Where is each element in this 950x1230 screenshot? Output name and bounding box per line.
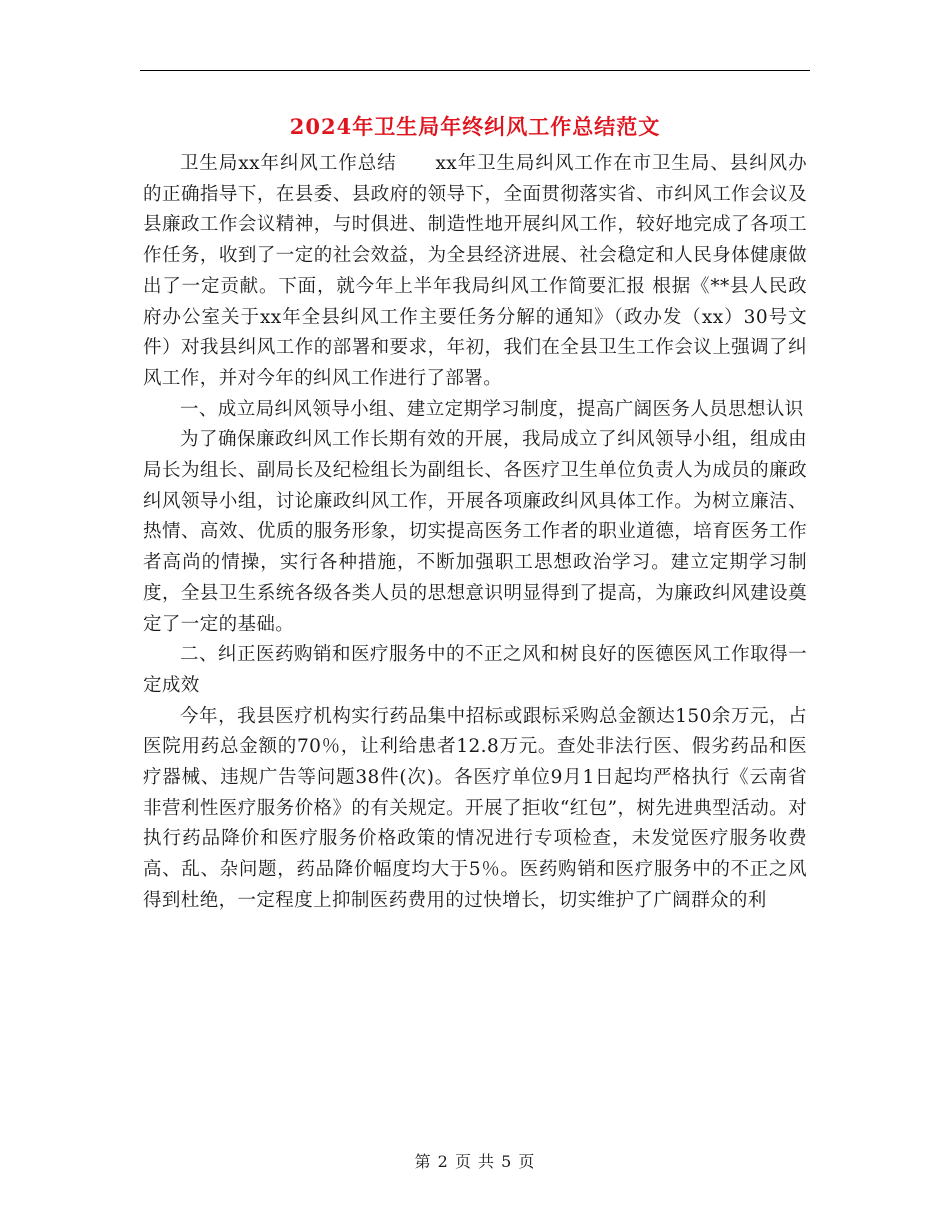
header-rule (140, 70, 810, 71)
paragraph-section-2: 今年，我县医疗机构实行药品集中招标或跟标采购总金额达150余万元，占医院用药总金额的70％，让利给患者12.8万元。查处非法行医、假劣药品和医疗器械、违规广告等问题38件(次)。各医疗单位9月1日起均严格执行《云南省非营利性医疗服务价格》的有关规定。开展了拒收“红包”，树先进典型活动。对执行药品降价和医疗服务价格政策的情况进行专项检查，未发觉医疗服务收费高、乱、杂问题，药品降价幅度均大于5％。医药购销和医疗服务中的不正之风得到杜绝，一定程度上抑制医药费用的过快增长，切实维护了广阔群众的利 (143, 705, 807, 911)
page-number: 第 2 页 共 5 页 (414, 1152, 536, 1171)
paragraph-intro: 卫生局xx年纠风工作总结 xx年卫生局纠风工作在市卫生局、县纠风办的正确指导下，在县委、县政府的领导下，全面贯彻落实省、市纠风工作会议及县廉政工作会议精神，与时俱进、制造性地开展纠风工作，较好地完成了各项工作任务，收到了一定的社会效益，为全县经济进展、社会稳定和人民身体健康做出了一定贡献。下面，就今年上半年我局纠风工作简要汇报 根据《**县人民政府办公室关于xx年全县纠风工作主要任务分解的通知》（政办发（xx）30号文件）对我县纠风工作的部署和要求，年初，我们在全县卫生工作会议上强调了纠风工作，并对今年的纠风工作进行了部署。 (143, 153, 807, 389)
paragraph-section-1: 为了确保廉政纠风工作长期有效的开展，我局成立了纠风领导小组，组成由局长为组长、副局长及纪检组长为副组长、各医疗卫生单位负责人为成员的廉政纠风领导小组，讨论廉政纠风工作，开展各项廉政纠风具体工作。为树立廉洁、热情、高效、优质的服务形象，切实提高医务工作者的职业道德，培育医务工作者高尚的情操，实行各种措施，不断加强职工思想政治学习。建立定期学习制度，全县卫生系统各级各类人员的思想意识明显得到了提高，为廉政纠风建设奠定了一定的基础。 (143, 429, 807, 635)
section-heading-2: 二、纠正医药购销和医疗服务中的不正之风和树良好的医德医风工作取得一定成效 (143, 644, 807, 696)
document-title: 2024年卫生局年终纠风工作总结范文 (289, 114, 661, 139)
section-heading-1: 一、成立局纠风领导小组、建立定期学习制度，提高广阔医务人员思想认识 (180, 398, 804, 420)
document-body (143, 149, 807, 917)
